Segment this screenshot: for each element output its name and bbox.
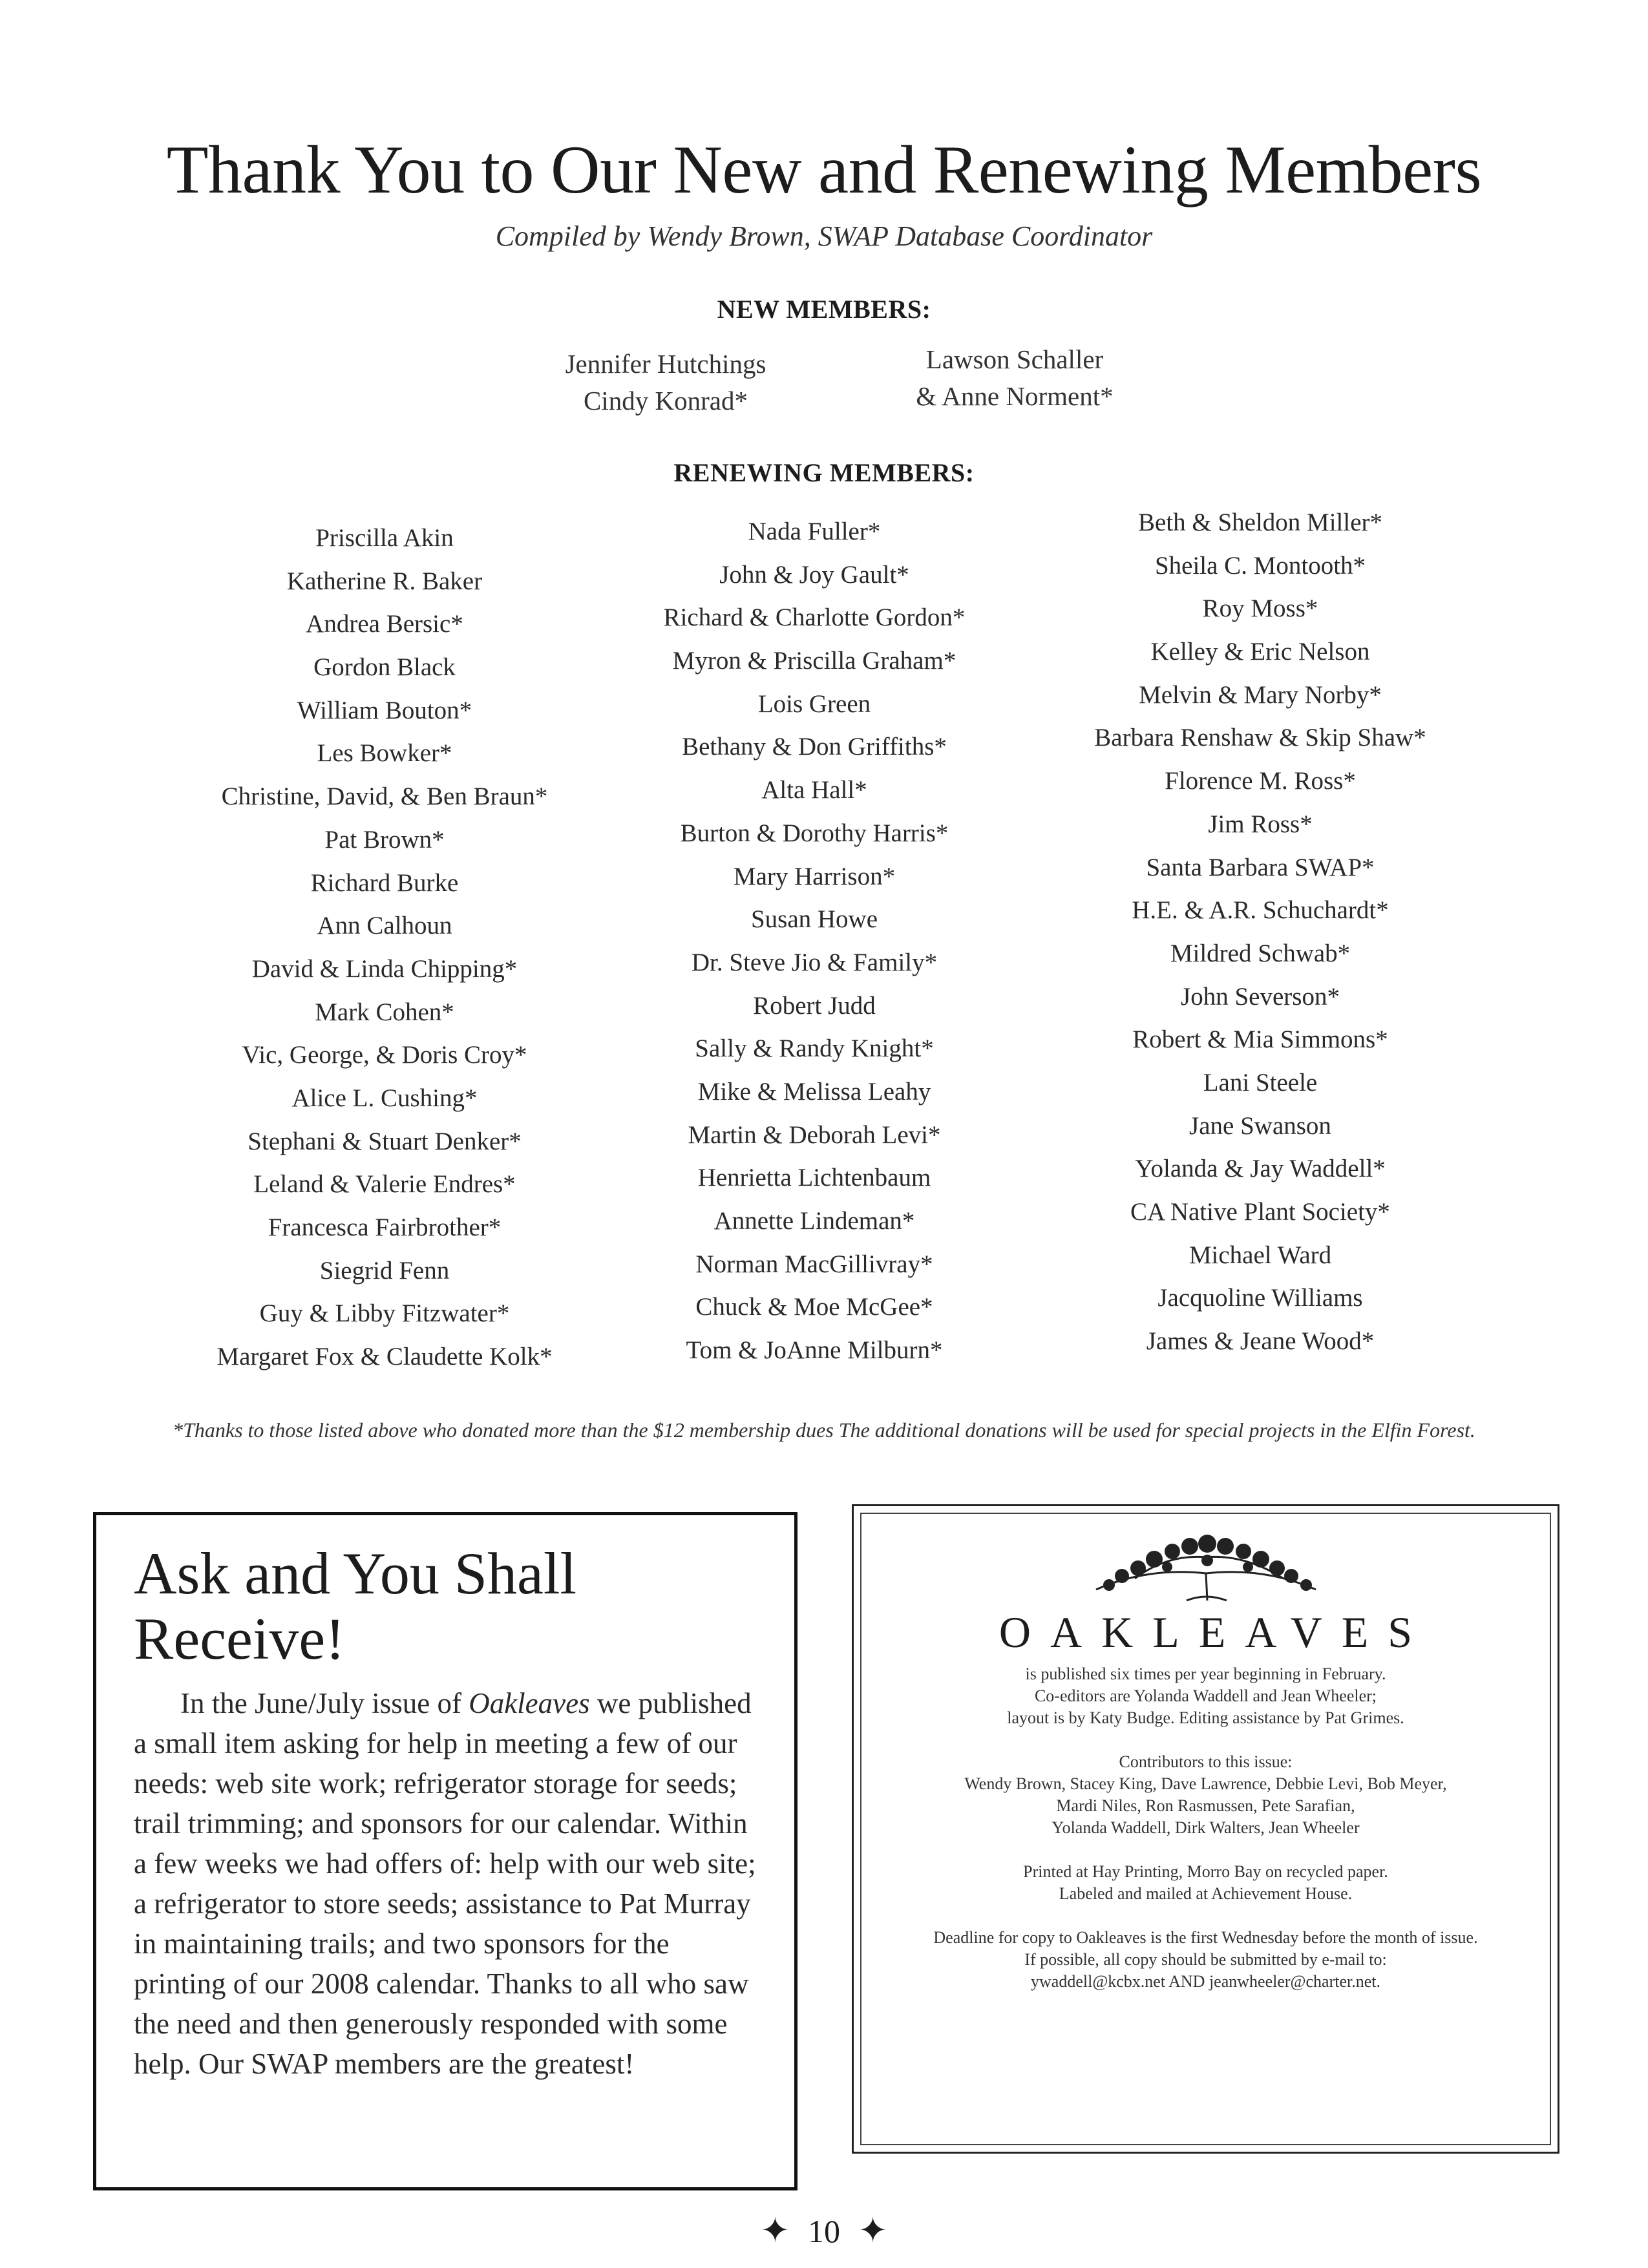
member-name: James & Jeane Wood* — [1146, 1327, 1375, 1356]
member-name: & Anne Norment* — [916, 381, 1114, 412]
member-name: Jane Swanson — [1189, 1111, 1331, 1140]
member-name: Les Bowker* — [317, 739, 452, 768]
renewing-members-column-3 — [1015, 501, 1506, 1363]
member-name: Mark Cohen* — [315, 998, 454, 1026]
member-name: Martin & Deborah Levi* — [688, 1120, 941, 1149]
member-name: Santa Barbara SWAP* — [1146, 853, 1375, 881]
info-line: layout is by Katy Budge. Editing assistance by Pat Grimes. — [1007, 1708, 1404, 1727]
ask-body-text: In the June/July issue of — [180, 1687, 469, 1720]
ask-article-title: Ask and You Shall Receive! — [134, 1540, 577, 1672]
member-name: Lawson Schaller — [925, 344, 1104, 374]
member-name: Jennifer Hutchings — [565, 349, 766, 379]
info-line: is published six times per year beginning in February. — [1025, 1664, 1386, 1683]
member-name: Kelley & Eric Nelson — [1150, 638, 1370, 666]
member-name: Barbara Renshaw & Skip Shaw* — [1094, 724, 1426, 752]
info-line: Co-editors are Yolanda Waddell and Jean Wheeler; — [1034, 1686, 1377, 1705]
page-number-footer — [0, 2210, 1648, 2251]
member-name: Nada Fuller* — [748, 518, 881, 545]
member-name: Tom & JoAnne Milburn* — [686, 1336, 943, 1365]
oakleaves-masthead-box — [852, 1504, 1559, 2154]
info-line: Printed at Hay Printing, Morro Bay on recycled paper. — [1023, 1862, 1388, 1881]
member-name: Lani Steele — [1203, 1068, 1318, 1097]
info-line: ywaddell@kcbx.net AND jeanwheeler@charter.net. — [1031, 1972, 1380, 1991]
member-name: Beth & Sheldon Miller* — [1137, 509, 1383, 536]
member-name: Pat Brown* — [324, 825, 445, 854]
member-name: Leland & Valerie Endres* — [253, 1170, 516, 1199]
member-name: Stephani & Stuart Denker* — [248, 1127, 522, 1155]
member-name: Cindy Konrad* — [584, 386, 748, 416]
member-name: Gordon Black — [313, 653, 456, 682]
info-line: Yolanda Waddell, Dirk Walters, Jean Wheeler — [1051, 1818, 1360, 1837]
page-number: 10 — [808, 2213, 840, 2249]
member-name: Sheila C. Montooth* — [1154, 551, 1366, 580]
member-name: Alice L. Cushing* — [291, 1084, 478, 1112]
ask-body-publication-name: Oakleaves — [469, 1687, 590, 1720]
member-name: Florence M. Ross* — [1165, 767, 1356, 795]
member-name: Yolanda & Jay Waddell* — [1135, 1155, 1386, 1183]
member-name: Siegrid Fenn — [319, 1256, 450, 1285]
renewing-members-column-2 — [569, 510, 1060, 1372]
member-name: Robert & Mia Simmons* — [1132, 1025, 1388, 1054]
member-name: Ann Calhoun — [317, 912, 452, 940]
member-name: Priscilla Akin — [315, 524, 454, 552]
member-name: Melvin & Mary Norby* — [1139, 680, 1382, 709]
member-name: Vic, George, & Doris Croy* — [242, 1041, 527, 1069]
member-name: Susan Howe — [750, 905, 878, 934]
member-name: Robert Judd — [753, 991, 876, 1020]
star-ornament-icon: ✦ — [760, 2211, 790, 2250]
oakleaves-name: OAKLEAVES — [998, 1608, 1432, 1657]
info-line: Mardi Niles, Ron Rasmussen, Pete Sarafian, — [1056, 1796, 1355, 1815]
oakleaves-contributors — [861, 1751, 1550, 1839]
member-name: Norman MacGillivray* — [695, 1250, 933, 1278]
member-name: Mildred Schwab* — [1170, 939, 1351, 967]
member-name: Alta Hall* — [761, 776, 867, 804]
member-name: CA Native Plant Society* — [1130, 1198, 1390, 1226]
member-name: Lois Green — [757, 689, 871, 718]
member-name: Jim Ross* — [1208, 810, 1313, 838]
ask-body-text: we published a small item asking for help in meeting a few of our needs: web site work; refrigerator storage for seeds; trail trimming; and sponsors for our calendar. Within a few weeks we had offers of: help with our web site; a refrigerator to store seeds; assistance to Pat Murray in maintaining trails; and two sponsors for the printing of our 2008 calendar. Thanks to all who saw the need and then generously responded with some help. Our SWAP members are the greatest! — [134, 1687, 756, 2081]
member-name: Michael Ward — [1188, 1241, 1332, 1269]
member-name: Mary Harrison* — [733, 862, 896, 890]
oakleaves-deadline-info — [861, 1927, 1550, 1993]
info-line: Contributors to this issue: — [1119, 1752, 1293, 1771]
member-name: Guy & Libby Fitzwater* — [259, 1299, 510, 1328]
star-ornament-icon: ✦ — [858, 2211, 888, 2250]
member-name: David & Linda Chipping* — [251, 954, 518, 983]
ask-article-box — [93, 1512, 798, 2190]
info-line: Wendy Brown, Stacey King, Dave Lawrence, Debbie Levi, Bob Meyer, — [964, 1774, 1447, 1793]
renewing-members-column-1 — [139, 517, 630, 1379]
member-name: Mike & Melissa Leahy — [697, 1077, 931, 1106]
member-name: Katherine R. Baker — [286, 567, 483, 595]
member-name: Margaret Fox & Claudette Kolk* — [217, 1343, 553, 1371]
new-members-column-2 — [788, 341, 1241, 415]
info-line: If possible, all copy should be submitted by e-mail to: — [1024, 1950, 1387, 1969]
info-line: Labeled and mailed at Achievement House. — [1059, 1884, 1353, 1903]
oak-tree-icon — [1057, 1528, 1355, 1606]
member-name: Annette Lindeman* — [713, 1207, 915, 1235]
member-name: John Severson* — [1181, 982, 1340, 1011]
member-name: Francesca Fairbrother* — [268, 1213, 502, 1241]
ask-article-body — [134, 1683, 763, 2084]
oakleaves-publication-info — [861, 1663, 1550, 1729]
member-name: Sally & Randy Knight* — [695, 1034, 934, 1063]
member-name: Chuck & Moe McGee* — [695, 1293, 933, 1321]
member-name: Henrietta Lichtenbaum — [697, 1164, 931, 1192]
oakleaves-masthead-inner — [860, 1513, 1551, 2145]
page-title: Thank You to Our New and Renewing Members — [166, 132, 1482, 207]
member-name: Christine, David, & Ben Braun* — [221, 782, 548, 811]
oakleaves-printing-info — [861, 1861, 1550, 1905]
renewing-members-heading: RENEWING MEMBERS: — [673, 458, 975, 487]
member-name: H.E. & A.R. Schuchardt* — [1132, 896, 1389, 925]
member-name: Bethany & Don Griffiths* — [682, 733, 947, 761]
member-name: John & Joy Gault* — [719, 560, 909, 589]
donation-footnote: *Thanks to those listed above who donated more than the $12 membership dues The additional donations will be used for special projects in the Elfin Forest. — [173, 1418, 1475, 1442]
member-name: Myron & Priscilla Graham* — [672, 647, 956, 675]
member-name: Richard Burke — [310, 868, 459, 897]
member-name: Burton & Dorothy Harris* — [680, 819, 949, 847]
member-name: Roy Moss* — [1202, 594, 1318, 623]
member-name: Jacquoline Williams — [1157, 1284, 1363, 1312]
member-name: Richard & Charlotte Gordon* — [663, 604, 966, 632]
info-line: Deadline for copy to Oakleaves is the first Wednesday before the month of issue. — [933, 1928, 1478, 1947]
member-name: Andrea Bersic* — [306, 610, 463, 638]
member-name: William Bouton* — [297, 696, 472, 724]
member-name: Dr. Steve Jio & Family* — [691, 948, 938, 976]
new-members-heading: NEW MEMBERS: — [717, 295, 931, 324]
byline: Compiled by Wendy Brown, SWAP Database Coordinator — [495, 220, 1153, 252]
